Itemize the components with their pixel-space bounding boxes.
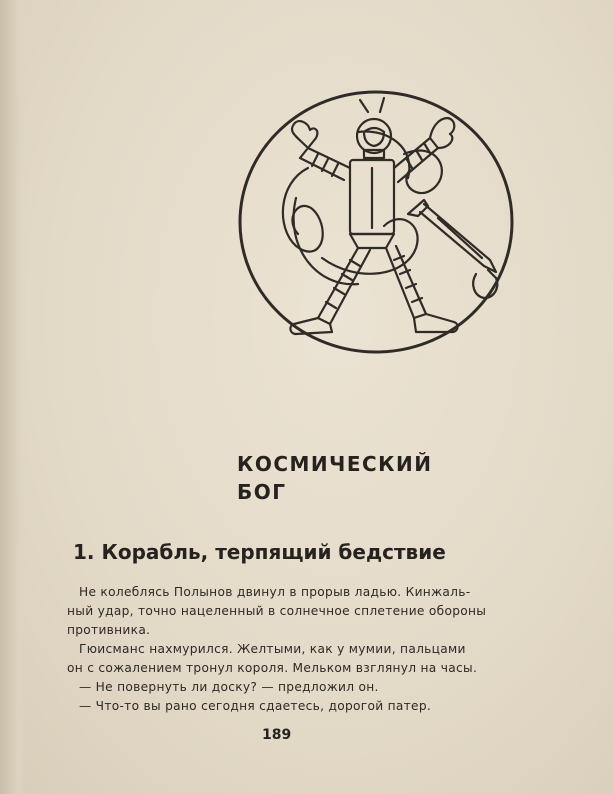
page-gutter-shadow xyxy=(0,0,26,794)
page-number: 189 xyxy=(262,727,292,743)
chapter-title-line-1: КОСМИЧЕСКИЙ xyxy=(237,452,433,476)
text-line: ный удар, точно нацеленный в солнечное сплетение обороны xyxy=(67,604,487,618)
text-line: противника. xyxy=(67,623,151,637)
text-line: он с сожалением тронул короля. Мельком взглянул на часы. xyxy=(67,661,478,675)
text-line: Не колеблясь Полынов двинул в прорыв ладью. Кинжаль- xyxy=(79,585,471,599)
body-text xyxy=(67,583,519,716)
astronaut-in-circle-icon xyxy=(238,88,520,360)
text-line: — Что-то вы рано сегодня сдаетесь, дорогой патер. xyxy=(79,699,432,713)
section-heading: 1. Корабль, терпящий бедствие xyxy=(73,540,446,564)
text-line: Гюисманс нахмурился. Желтыми, как у мумии, пальцами xyxy=(79,642,466,656)
text-line: — Не повернуть ли доску? — предложил он. xyxy=(79,680,379,694)
chapter-title xyxy=(237,450,433,506)
chapter-title-line-2: БОГ xyxy=(237,480,287,504)
